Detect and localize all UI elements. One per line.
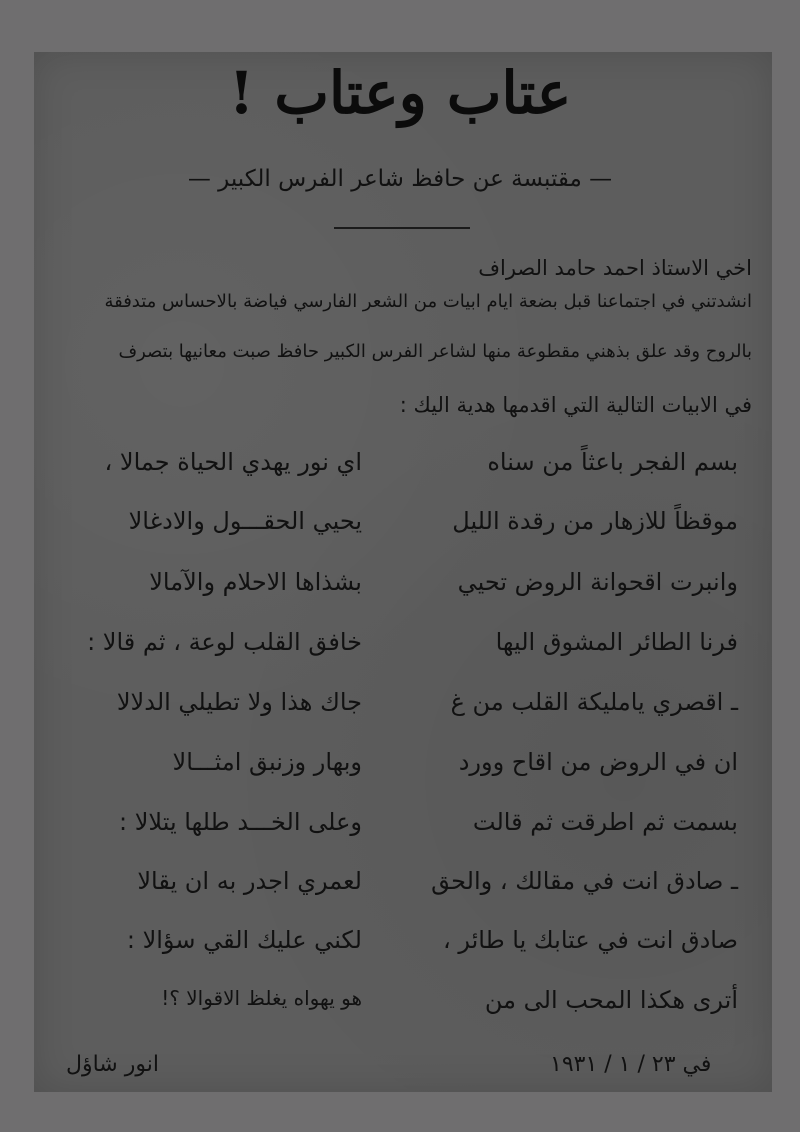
footer-date: في ٢٣ / ١ / ١٩٣١ — [550, 1052, 712, 1077]
verse-9-left: لكني عليك القي سؤالا : — [126, 926, 362, 954]
verse-2-right: موقظاً للازهار من رقدة الليل — [452, 507, 738, 535]
verse-6-right: ان في الروض من اقاح وورد — [458, 748, 738, 776]
intro-line-4: في الابيات التالية التي اقدمها هدية اليك : — [399, 393, 752, 417]
verse-1-left: اي نور يهدي الحياة جمالا ، — [104, 448, 362, 476]
verse-9-right: صادق انت في عتابك يا طائر ، — [442, 926, 738, 954]
verse-1-right: بسم الفجر باعثاً من سناه — [487, 448, 738, 476]
verse-5-left: جاك هذا ولا تطيلي الدلالا — [116, 688, 362, 716]
page-title: عتاب وعتاب ! — [228, 59, 572, 127]
footer-author: انور شاؤل — [66, 1052, 159, 1077]
verse-8-right: ـ صادق انت في مقالك ، والحق — [431, 867, 738, 895]
verse-8-left: لعمري اجدر به ان يقالا — [137, 867, 362, 895]
verse-6-left: وبهار وزنبق امثـــالا — [172, 748, 362, 776]
intro-line-2: انشدتني في اجتماعنا قبل بضعة ايام ابيات من الشعر الفارسي فياضة بالاحساس متدفقة — [104, 291, 752, 312]
verse-10-right: أترى هكذا المحب الى من — [484, 986, 738, 1014]
verse-2-left: يحيي الحقـــول والادغالا — [128, 507, 362, 535]
verse-7-left: وعلى الخـــد طلها يتلالا : — [119, 808, 362, 836]
divider-rule — [334, 227, 470, 229]
verse-10-left: هو يهواه يغلظ الاقوالا ؟! — [161, 986, 362, 1010]
verse-3-left: بشذاها الاحلام والآمالا — [149, 568, 362, 596]
intro-line-1: اخي الاستاذ احمد حامد الصراف — [478, 256, 752, 280]
verse-4-left: خافق القلب لوعة ، ثم قالا : — [87, 628, 362, 656]
page-subtitle: — مقتبسة عن حافظ شاعر الفرس الكبير — — [187, 166, 613, 192]
verse-3-right: وانبرت اقحوانة الروض تحيي — [457, 568, 738, 596]
verse-4-right: فرنا الطائر المشوق اليها — [495, 628, 738, 656]
verse-5-right: ـ اقصري يامليكة القلب من غ — [450, 688, 738, 716]
intro-line-3: بالروح وقد علق بذهني مقطوعة منها لشاعر الفرس الكبير حافظ صبت معانيها بتصرف — [118, 341, 752, 362]
verse-7-right: بسمت ثم اطرقت ثم قالت — [472, 808, 738, 836]
